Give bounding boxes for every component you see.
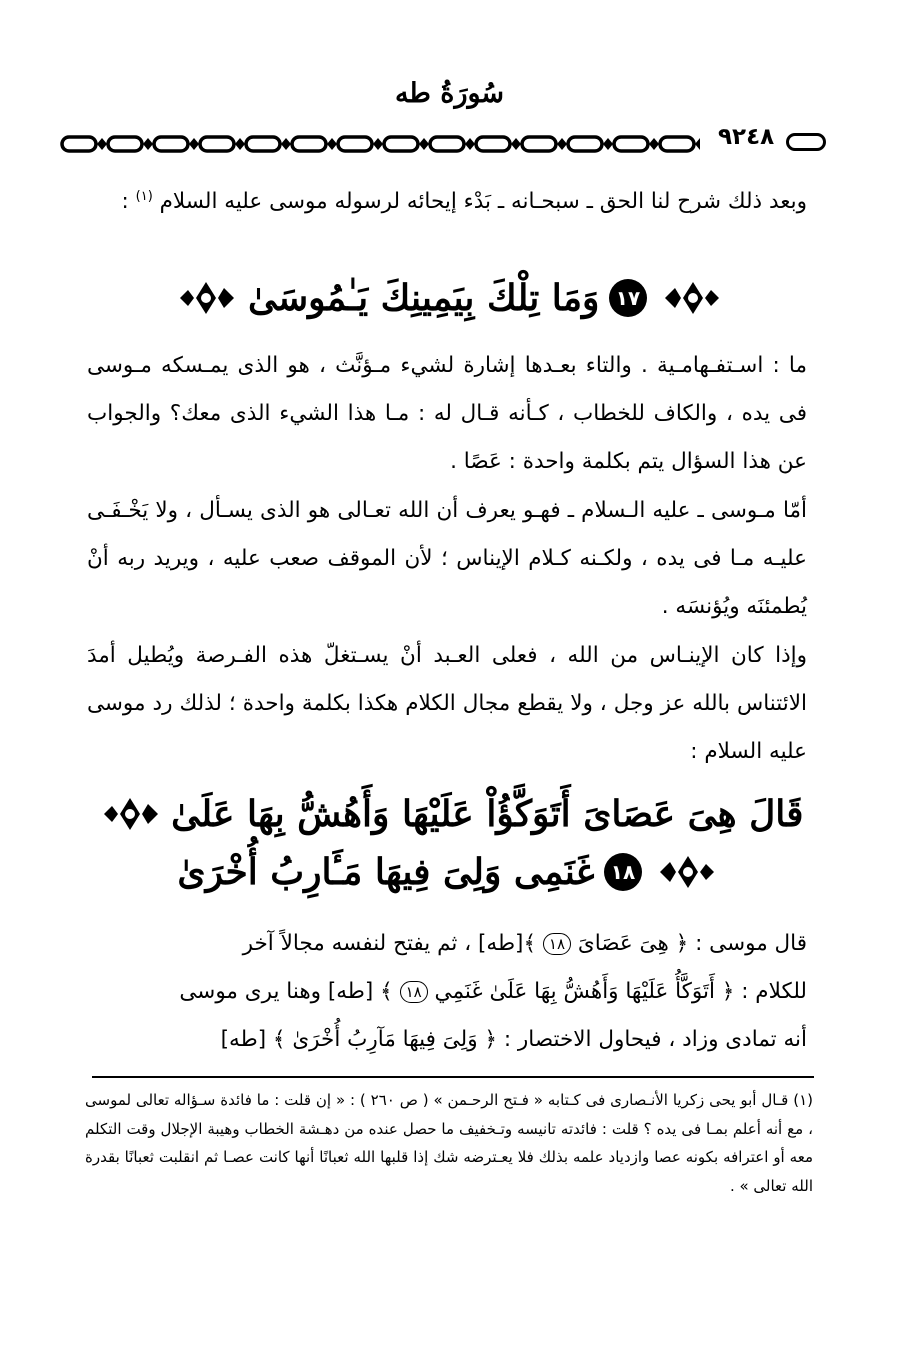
chain-link [292, 137, 326, 151]
chain-diamond [419, 138, 429, 150]
chain-link [384, 137, 418, 151]
chain-diamond [695, 138, 700, 150]
intro-paragraph [87, 178, 807, 226]
paragraph-2: أمّا مـوسى ـ عليه الـسلام ـ فهـو يعرف أن الله تعـالى هو الذى يسـأل ، ولا يَخْـفَـى عليـه مـا فى يده ، ولكـنه كـلام الإيناس ؛ لأن الموقف صعب عليه ، ويريد ربه أنْ يُطمئنَه ويُؤنسَه . [87, 498, 807, 619]
commentary-line-1-end: ﴾[طه] ، ثم يفتح لنفسه مجالاً آخر [242, 931, 537, 956]
paragraph-3: وإذا كان الإينـاس من الله ، فعلى العـبد أنْ يسـتغلّ هذه الفـرصة ويُطيل أمدَ الائتناس بالله عز وجل ، ولا يقطع مجال الكلام هكذا بكلمة واحدة ؛ لذلك رد موسى عليه السلام : [87, 643, 807, 764]
chain-link [476, 137, 510, 151]
chain-diamond [281, 138, 291, 150]
chain-link [200, 137, 234, 151]
commentary-paragraph [87, 920, 807, 1064]
verse-start-ornament-icon [100, 792, 162, 836]
page-number: ٩٢٤٨ [718, 124, 775, 150]
chain-link [430, 137, 464, 151]
verse-18-line-2 [0, 850, 899, 894]
verse-17-text: وَمَا تِلْكَ بِيَمِينِكَ يَـٰمُوسَىٰ [248, 277, 600, 319]
commentary-line-3: أنه تمادى وزاد ، فيحاول الاختصار : ﴿ وَلِىَ فِيهَا مَآرِبُ أُخْرَىٰ ﴾ [طه] [220, 1027, 807, 1052]
paragraph-1: ما : اسـتفـهامـية . والتاء بعـدها إشارة لشيء مـؤنَّث ، هو الذى يمـسكه مـوسى فى يده ، والكاف للخطاب ، كـأنه قـال له : مـا هذا الشيء الذى معك؟ والجواب عن هذا السؤال يتم بكلمة واحدة : عَصًا . [87, 353, 807, 474]
chain-diamond [327, 138, 337, 150]
verse-number-badge: ١٧ [609, 279, 647, 317]
chain-diamond [143, 138, 153, 150]
intro-text: وبعد ذلك شرح لنا الحق ـ سبحـانه ـ بَدْء إيحائه لرسوله موسى عليه السلام [159, 189, 807, 214]
chain-link [246, 137, 280, 151]
chain-diamond [189, 138, 199, 150]
commentary-line-2-start: للكلام : ﴿ أَتَوَكَّأُ عَلَيْهَا وَأَهُشُّ بِهَا عَلَىٰ غَنَمِي [434, 979, 807, 1004]
surah-title: سُورَةُ طه [394, 78, 505, 109]
commentary-line-1-start: قال موسى : ﴿ هِىَ عَصَاىَ [577, 931, 807, 956]
chain-link [522, 137, 556, 151]
chain-diamond [603, 138, 613, 150]
chain-diamond [649, 138, 659, 150]
verse-18-line-1-text: قَالَ هِىَ عَصَاىَ أَتَوَكَّؤُاْ عَلَيْهَا وَأَهُشُّ بِهَا عَلَىٰ [171, 793, 804, 835]
chain-diamond [235, 138, 245, 150]
chain-link [154, 137, 188, 151]
commentary-line-2-end: ﴾ [طه] وهنا يرى موسى [179, 979, 393, 1004]
chain-link [660, 137, 694, 151]
header-chain-ornament [60, 131, 700, 157]
chain-diamond [373, 138, 383, 150]
verse-18-line-2-text: غَنَمِى وَلِىَ فِيهَا مَـَٔارِبُ أُخْرَىٰ [177, 851, 595, 893]
verse-end-ornament-icon [661, 276, 723, 320]
commentary-line-1 [87, 920, 807, 968]
chain-diamond [465, 138, 475, 150]
verse-start-ornament-icon [176, 276, 238, 320]
chain-link [614, 137, 648, 151]
verse-number-badge: ١٨ [604, 853, 642, 891]
page-number-ornament [786, 133, 826, 151]
verse-17 [0, 276, 899, 320]
inline-verse-number: ١٨ [400, 981, 428, 1003]
chain-diamond [97, 138, 107, 150]
verse-18-line-1 [0, 792, 899, 836]
chain-link [108, 137, 142, 151]
inline-verse-number: ١٨ [543, 933, 571, 955]
intro-colon: : [121, 189, 129, 214]
chain-link [568, 137, 602, 151]
commentary-line-2 [87, 968, 807, 1016]
chain-link [338, 137, 372, 151]
footnote-separator [92, 1076, 814, 1078]
verse-end-ornament-icon [656, 850, 718, 894]
footnote-reference: (١) [135, 188, 153, 204]
chain-diamond [511, 138, 521, 150]
chain-link [62, 137, 96, 151]
chain-diamond [557, 138, 567, 150]
footnote: (١) قـال أبو يحى زكريا الأنـصارى فى كـتابه « فـتح الرحـمن » ( ص ٢٦٠ ) : « إن قلت : ما فائدة سـؤاله تعالى لموسى ، مع أنه أعلم بمـا فى يده ؟ قلت : فائدته تانيسه وتـخفيف ما حصل عنده من دهـشة الخطاب وهيبة الإجلال وقت التكلم معه أو اعترافه بكونه عصا وازدياد علمه بذلك فلا يعـترضه شك إذا قلبها الله ثعبانًا أنها كانت عصـا ثم انقلبت ثعبانًا بقدرة الله تعالى » . [85, 1091, 814, 1195]
